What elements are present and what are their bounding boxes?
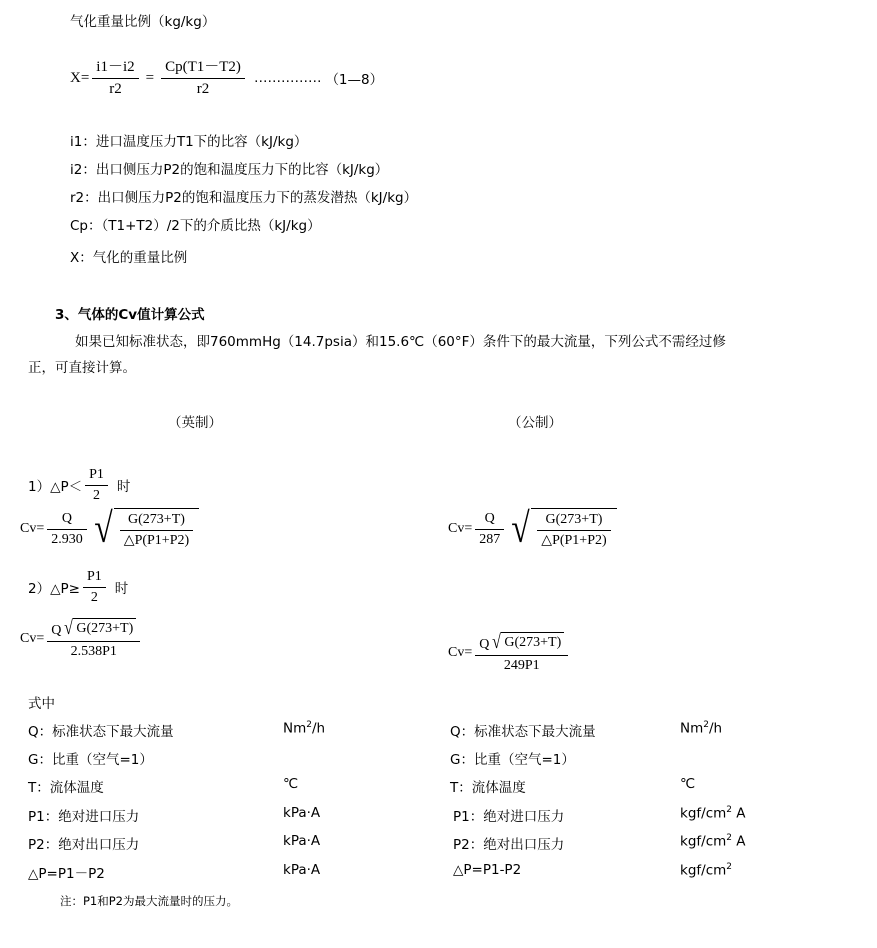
definition-cp: Cp：（T1+T2）/2下的介质比热（kJ/kg） <box>70 218 321 234</box>
fraction-cp-r2 <box>161 58 245 99</box>
legend-unit-main: kPa·A <box>283 862 321 878</box>
legend-symbol: G：比重（空气=1） <box>28 752 153 768</box>
fraction-numerator: P1 <box>83 568 106 588</box>
condition-case-1 <box>28 466 130 504</box>
legend-symbol: △P=P1－P2 <box>28 866 105 882</box>
fraction-radicand <box>120 511 193 549</box>
condition-suffix: 时 <box>114 581 129 597</box>
legend-unit-main: ℃ <box>680 776 696 792</box>
fraction-denominator: 2 <box>93 487 101 503</box>
legend-symbol: P2：绝对出口压力 <box>453 837 565 853</box>
definition-x: X：气化的重量比例 <box>70 250 188 266</box>
formula-lhs: Cv= <box>20 521 45 536</box>
fraction-q-2930 <box>47 510 87 548</box>
definition-r2: r2：出口侧压力P2的饱和温度压力下的蒸发潜热（kJ/kg） <box>70 190 418 206</box>
fraction-numerator <box>475 632 568 656</box>
radical-case1-metric <box>509 508 616 550</box>
definition-i2: i2：出口侧压力P2的饱和温度压力下的比容（kJ/kg） <box>70 162 389 178</box>
legend-unit-tail: A <box>732 833 746 850</box>
footnote: 注：P1和P2为最大流量时的压力。 <box>60 894 239 908</box>
legend-symbol: △P=P1-P2 <box>453 862 522 878</box>
legend-unit-sup: 2 <box>703 720 709 730</box>
legend-symbol: T：流体温度 <box>450 780 526 796</box>
legend-unit-main: Nm <box>283 720 307 737</box>
formula-case1-imperial <box>20 508 199 550</box>
legend-symbol: Q：标准状态下最大流量 <box>450 724 596 740</box>
legend-unit <box>283 720 325 737</box>
fraction-i1i2-r2 <box>92 58 138 99</box>
fraction-denominator: r2 <box>196 80 210 97</box>
fraction-numerator: P1 <box>85 466 108 486</box>
legend-symbol: G：比重（空气=1） <box>450 752 575 768</box>
fraction-numerator: G(273+T) <box>120 511 193 531</box>
legend-unit <box>680 833 746 850</box>
radical-sign-icon: √ <box>511 506 530 552</box>
legend-row <box>28 862 105 882</box>
numerator-prefix: Q <box>51 623 62 638</box>
legend-unit-main: kgf/cm <box>680 862 727 879</box>
legend-unit-sup: 2 <box>726 862 732 872</box>
legend-unit-main: ℃ <box>283 776 299 792</box>
legend-symbol: P2：绝对出口压力 <box>28 837 140 853</box>
legend-unit <box>283 833 320 849</box>
legend-row <box>28 805 139 825</box>
legend-unit-main: Nm <box>680 720 704 737</box>
radicand: G(273+T) <box>501 632 564 652</box>
radical-sign-icon: √ <box>94 506 113 552</box>
column-header-metric: （公制） <box>508 415 562 431</box>
formula-tag: （1—8） <box>325 72 384 89</box>
legend-unit-tail: A <box>732 805 746 822</box>
paragraph-line-2: 正，可直接计算。 <box>28 360 136 376</box>
legend-unit <box>283 805 320 821</box>
radical-case2-imperial <box>63 618 136 638</box>
section-heading-vaporization: 气化重量比例（kg/kg） <box>70 14 216 30</box>
legend-unit <box>680 862 732 879</box>
legend-symbol: P1：绝对进口压力 <box>453 809 565 825</box>
legend-unit <box>283 862 320 878</box>
fraction-denominator: 2.538P1 <box>70 643 117 659</box>
where-label: 式中 <box>28 696 55 712</box>
section-heading-cv-formula: 3、气体的Cv值计算公式 <box>55 307 205 323</box>
formula-lhs: Cv= <box>20 631 45 646</box>
condition-case-2 <box>28 568 128 606</box>
legend-unit-main: kPa·A <box>283 833 321 849</box>
legend-unit-main: kPa·A <box>283 805 321 821</box>
legend-unit-sup: 2 <box>726 805 732 815</box>
legend-unit <box>680 805 746 822</box>
fraction-denominator: △P(P1+P2) <box>123 532 190 548</box>
legend-unit-sup: 2 <box>726 833 732 843</box>
legend-unit-tail: /h <box>311 720 326 737</box>
radicand: G(273+T) <box>73 618 136 638</box>
formula-lhs: Cv= <box>448 645 473 660</box>
paragraph-line-1: 如果已知标准状态，即760mmHg（14.7psia）和15.6℃（60°F）条件下的最大流量，下列公式不需经过修 <box>75 334 726 350</box>
formula-case1-metric <box>448 508 617 550</box>
fraction-numerator: Q <box>47 510 87 530</box>
legend-symbol: T：流体温度 <box>28 780 104 796</box>
fraction-numerator: Q <box>475 510 504 530</box>
radical-case1-imperial <box>92 508 199 550</box>
legend-symbol: Q：标准状态下最大流量 <box>28 724 174 740</box>
fraction-denominator: △P(P1+P2) <box>541 532 607 548</box>
formula-case2-metric <box>448 632 571 674</box>
legend-row <box>453 805 564 825</box>
legend-row <box>453 833 564 853</box>
fraction-denominator: 2 <box>90 589 98 605</box>
fraction-denominator: 2.930 <box>51 531 83 547</box>
legend-row <box>28 720 174 740</box>
fraction-p1-2 <box>85 466 108 504</box>
radical-sign-icon: √ <box>492 631 502 653</box>
formula-lhs: X= <box>70 69 90 86</box>
formula-dots: …………… <box>253 70 322 87</box>
radical-case2-metric <box>491 632 564 652</box>
condition-suffix: 时 <box>116 479 131 495</box>
legend-row <box>450 720 596 740</box>
legend-unit <box>680 720 722 737</box>
fraction-q-287 <box>475 510 504 548</box>
fraction-numerator: Cp(T1－T2) <box>161 58 245 79</box>
condition-label: 2）△P≥ <box>28 581 80 597</box>
fraction-denominator: 249P1 <box>503 657 540 673</box>
fraction-numerator: G(273+T) <box>537 511 610 531</box>
legend-row <box>450 776 526 796</box>
fraction-radicand <box>537 511 610 549</box>
legend-unit <box>283 776 298 792</box>
fraction-p1-2 <box>83 568 106 606</box>
legend-row <box>450 748 575 768</box>
definition-i1: i1：进口温度压力T1下的比容（kJ/kg） <box>70 134 308 150</box>
legend-unit-tail: /h <box>708 720 723 737</box>
legend-unit-main: kgf/cm <box>680 833 727 850</box>
legend-unit-main: kgf/cm <box>680 805 727 822</box>
legend-row <box>453 862 521 878</box>
column-header-imperial: （英制） <box>168 415 222 431</box>
legend-row <box>28 748 153 768</box>
fraction-case2-metric <box>475 632 568 674</box>
formula-lhs: Cv= <box>448 521 473 536</box>
fraction-numerator: i1－i2 <box>92 58 138 79</box>
legend-symbol: P1：绝对进口压力 <box>28 809 140 825</box>
fraction-denominator: 287 <box>479 531 501 547</box>
equals-sign: = <box>145 69 155 86</box>
formula-case2-imperial <box>20 618 143 660</box>
fraction-numerator <box>47 618 140 642</box>
legend-row <box>28 833 139 853</box>
fraction-case2-imperial <box>47 618 140 660</box>
formula-1-8 <box>70 58 383 99</box>
legend-unit <box>680 776 695 792</box>
condition-label: 1）△P＜ <box>28 479 83 495</box>
radical-sign-icon: √ <box>64 617 74 639</box>
numerator-prefix: Q <box>479 637 490 652</box>
fraction-denominator: r2 <box>109 80 122 97</box>
legend-unit-sup: 2 <box>306 720 312 730</box>
legend-row <box>28 776 104 796</box>
